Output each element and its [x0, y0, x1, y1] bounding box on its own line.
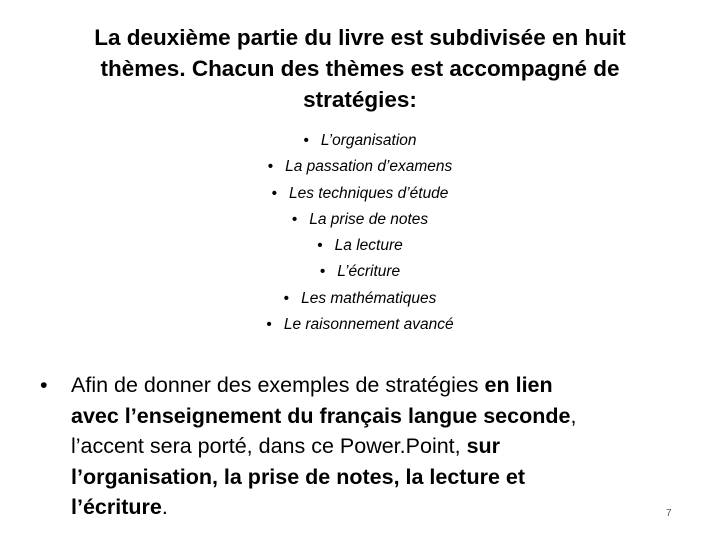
theme-item	[0, 181, 720, 207]
themes-list	[0, 128, 720, 338]
theme-label: La passation d’examens	[285, 158, 453, 176]
note-line: l’organisation, la prise de notes, la lecture et	[71, 464, 526, 489]
theme-label: L’organisation	[320, 132, 417, 149]
theme-item	[0, 207, 720, 233]
bullet: •	[303, 132, 309, 149]
bullet: •	[40, 373, 48, 397]
theme-label: La prise de notes	[309, 210, 429, 228]
theme-item	[0, 233, 720, 259]
theme-label: Le raisonnement avancé	[283, 316, 454, 334]
note-text-bold: l’écriture	[71, 495, 162, 519]
note-text-bold: avec l’enseignement du français langue seconde	[71, 403, 571, 428]
page-number: 7	[666, 508, 672, 519]
note-text: .	[161, 495, 168, 519]
note-text: l’accent sera porté, dans ce Power	[71, 434, 400, 458]
note-text: ,	[570, 403, 577, 428]
slide-title	[60, 22, 660, 115]
note-line	[71, 431, 660, 462]
theme-item	[0, 286, 720, 312]
title-line: thèmes. Chacun des thèmes est accompagné de	[100, 56, 620, 81]
bullet: •	[317, 237, 323, 255]
bullet: •	[283, 289, 290, 307]
note-text-bold: en lien	[484, 373, 553, 397]
note-line	[71, 370, 660, 401]
theme-item	[0, 259, 720, 285]
bullet: •	[266, 316, 272, 334]
note-line	[71, 492, 660, 523]
bullet: •	[291, 210, 298, 228]
theme-label: La lecture	[334, 237, 403, 255]
note-line	[71, 401, 660, 432]
bullet: •	[319, 263, 326, 281]
theme-label: Les mathématiques	[301, 289, 437, 307]
title-line: La deuxième partie du livre est subdivisée en huit	[94, 25, 626, 50]
note-text: Point,	[405, 434, 467, 458]
bullet: •	[271, 184, 277, 202]
theme-label: Les techniques d’étude	[289, 184, 449, 202]
note-paragraph	[40, 370, 660, 523]
bullet: •	[267, 158, 274, 176]
theme-label: L’écriture	[337, 263, 401, 281]
theme-item	[0, 154, 720, 180]
note-text-bold: sur	[466, 434, 501, 458]
theme-item	[0, 312, 720, 338]
theme-item	[0, 128, 720, 154]
note-text: Afin de donner des exemples de stratégies	[71, 373, 485, 397]
note-text: .	[399, 434, 406, 458]
note-lines	[71, 370, 660, 523]
title-line: stratégies:	[303, 87, 417, 112]
